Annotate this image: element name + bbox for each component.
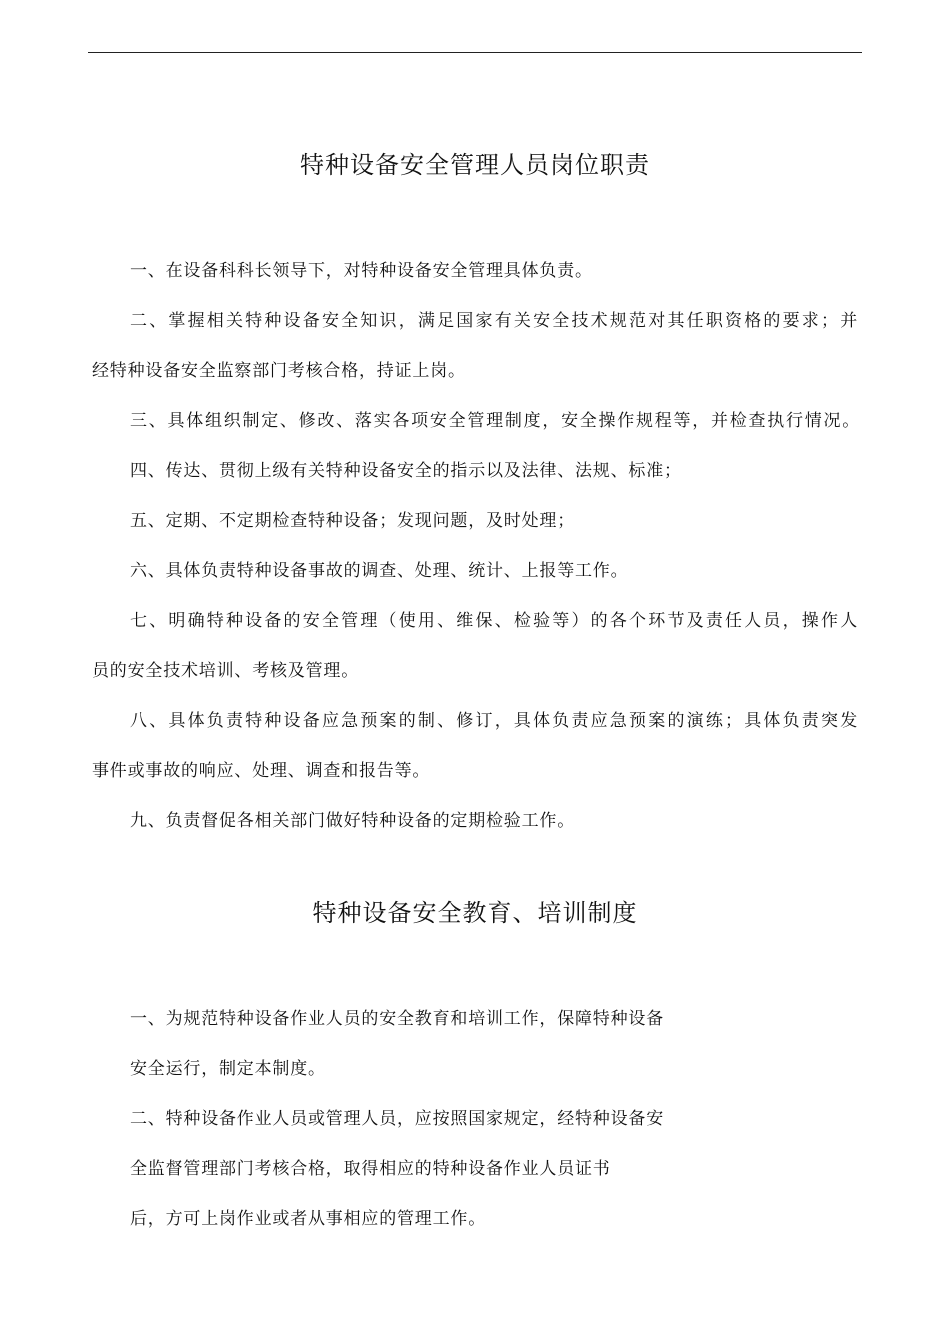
s1-line-6: 五、定期、不定期检查特种设备；发现问题，及时处理；	[130, 511, 575, 531]
s2-line-4: 全监督管理部门考核合格，取得相应的特种设备作业人员证书	[130, 1159, 611, 1179]
s1-line-1: 一、在设备科科长领导下，对特种设备安全管理具体负责。	[130, 261, 593, 281]
s1-line-11: 事件或事故的响应、处理、调查和报告等。	[92, 761, 431, 781]
s2-line-3: 二、特种设备作业人员或管理人员，应按照国家规定，经特种设备安	[130, 1109, 664, 1129]
s1-line-4: 三、具体组织制定、修改、落实各项安全管理制度，安全操作规程等，并检查执行情况。	[130, 411, 860, 431]
header-rule	[88, 52, 862, 53]
s1-line-12: 九、负责督促各相关部门做好特种设备的定期检验工作。	[130, 811, 575, 831]
section1-title: 特种设备安全管理人员岗位职责	[300, 151, 650, 179]
s1-line-10: 八、具体负责特种设备应急预案的制、修订，具体负责应急预案的演练；具体负责突发	[130, 711, 858, 731]
s2-line-2: 安全运行，制定本制度。	[130, 1059, 326, 1079]
s2-line-1: 一、为规范特种设备作业人员的安全教育和培训工作，保障特种设备	[130, 1009, 664, 1029]
section2-title: 特种设备安全教育、培训制度	[312, 899, 638, 927]
s1-line-7: 六、具体负责特种设备事故的调查、处理、统计、上报等工作。	[130, 561, 629, 581]
s1-line-8: 七、明确特种设备的安全管理（使用、维保、检验等）的各个环节及责任人员，操作人	[130, 611, 858, 631]
s1-line-5: 四、传达、贯彻上级有关特种设备安全的指示以及法律、法规、标准；	[130, 461, 682, 481]
s1-line-2: 二、掌握相关特种设备安全知识，满足国家有关安全技术规范对其任职资格的要求；并	[130, 311, 858, 331]
s1-line-9: 员的安全技术培训、考核及管理。	[92, 661, 359, 681]
s2-line-5: 后，方可上岗作业或者从事相应的管理工作。	[130, 1209, 486, 1229]
s1-line-3: 经特种设备安全监察部门考核合格，持证上岗。	[92, 361, 466, 381]
